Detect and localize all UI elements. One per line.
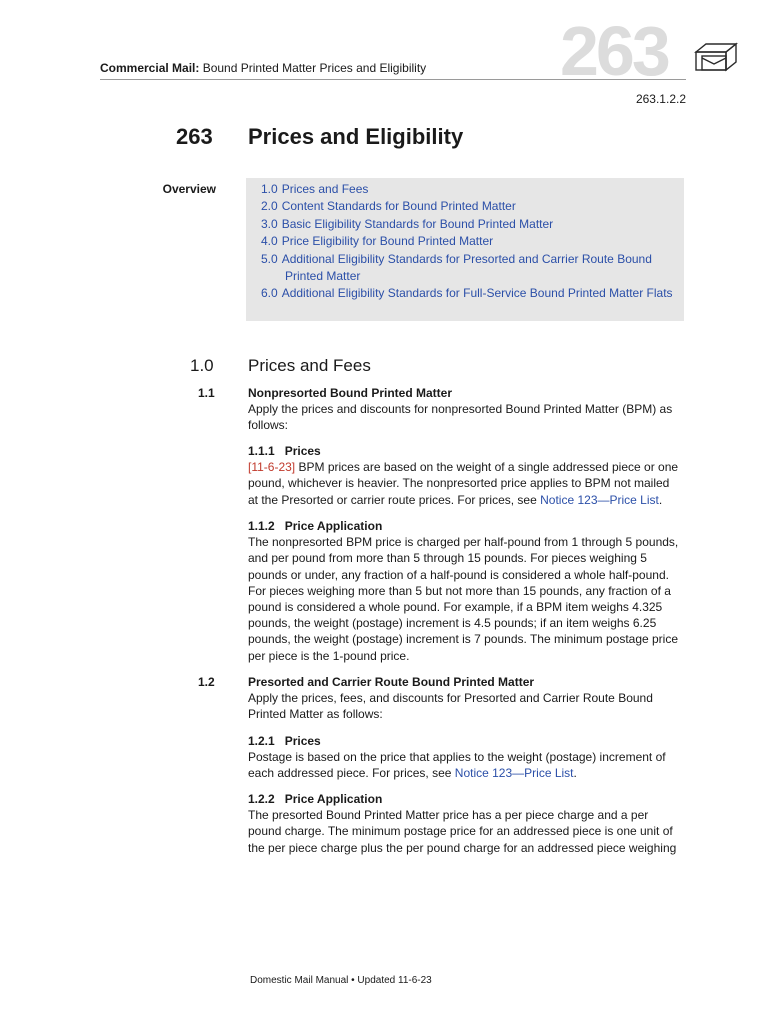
paragraph-body: The nonpresorted BPM price is charged per half-pound from 1 through 5 pounds, and per pound from more than 5 through 15 pounds. For pieces weighing 5 pounds or under, any fraction of a half-pound is considered a whole half-pound. For pieces weighing more than 5 but not more than 15 pounds, any fraction of a pound is considered a whole pound. For example, if a BPM item weighs 4.325 pounds, the weight (postage) increment is 4.5 pounds; if an item weighs 6.25 pounds, the weight (postage) increment is 7 pounds. The minimum postage price per piece is the 1-pound price. (248, 535, 679, 663)
mail-box-icon (692, 40, 738, 81)
subsection-1-1 (248, 385, 682, 434)
toc-link-1[interactable]: 1.0 Prices and Fees (261, 182, 369, 196)
toc-link-6[interactable]: 6.0 Additional Eligibility Standards for Full-Service Bound Printed Matter Flats (261, 286, 673, 301)
revision-date: [11-6-23] (248, 460, 296, 475)
paragraph-heading: 1.2.1 Prices (248, 734, 321, 748)
paragraph-body: The presorted Bound Printed Matter price has a per piece charge and a per pound charge. The minimum postage price for an addressed piece is one unit of the per piece charge plus the per pound charge for an addressed piece weighing (248, 808, 677, 855)
toc-link-4[interactable]: 4.0 Price Eligibility for Bound Printed Matter (261, 234, 494, 249)
toc-link-2[interactable]: 2.0 Content Standards for Bound Printed Matter (261, 199, 516, 214)
subsection-intro: Apply the prices, fees, and discounts for Presorted and Carrier Route Bound Printed Matter as follows: (248, 691, 653, 722)
running-header-rest: Bound Printed Matter Prices and Eligibility (199, 61, 427, 75)
chapter-watermark-number: 263 (560, 12, 668, 90)
price-list-link[interactable]: Notice 123—Price List (454, 766, 574, 781)
paragraph-1-2-2 (248, 791, 682, 856)
running-header-bold: Commercial Mail: (100, 61, 200, 75)
running-header (100, 61, 426, 75)
price-list-link[interactable]: Notice 123—Price List (540, 492, 659, 507)
subsection-heading: Nonpresorted Bound Printed Matter (248, 386, 453, 400)
chapter-title: Prices and Eligibility (248, 124, 464, 149)
page-reference: 263.1.2.2 (635, 92, 686, 106)
paragraph-1-1-2 (248, 518, 682, 664)
overview-label: Overview (162, 182, 216, 196)
paragraph-heading: 1.1.1 Prices (248, 444, 321, 458)
toc-link-5[interactable]: 5.0 Additional Eligibility Standards for Presorted and Carrier Route Bound Printed Matter (261, 251, 652, 284)
paragraph-body: Postage is based on the price that applies to the weight (postage) increment of each addressed piece. For prices, see Notice 123—Price List. (248, 750, 666, 781)
paragraph-body: [11-6-23] BPM prices are based on the weight of a single addressed piece or one pound, whichever is heavier. The nonpresorted price applies to BPM not mailed at the Presorted or carrier route prices. For prices, see Notice 123—Price List. (248, 460, 679, 507)
chapter-number: 263 (176, 124, 213, 149)
subsection-number-1-2: 1.2 (198, 675, 215, 689)
subsection-intro: Apply the prices and discounts for nonpresorted Bound Printed Matter (BPM) as follows: (248, 402, 673, 433)
section-number: 1.0 (190, 356, 214, 375)
subsection-number-1-1: 1.1 (198, 386, 215, 400)
paragraph-1-1-1 (248, 443, 682, 508)
overview-toc (246, 178, 684, 321)
page-footer: Domestic Mail Manual • Updated 11-6-23 (250, 975, 432, 986)
paragraph-1-2-1 (248, 733, 682, 782)
paragraph-heading: 1.2.2 Price Application (248, 792, 383, 806)
paragraph-heading: 1.1.2 Price Application (248, 519, 383, 533)
subsection-1-2 (248, 674, 682, 723)
toc-link-3[interactable]: 3.0 Basic Eligibility Standards for Bound Printed Matter (261, 216, 554, 231)
section-title: Prices and Fees (248, 356, 371, 375)
subsection-heading: Presorted and Carrier Route Bound Printed Matter (248, 675, 535, 689)
